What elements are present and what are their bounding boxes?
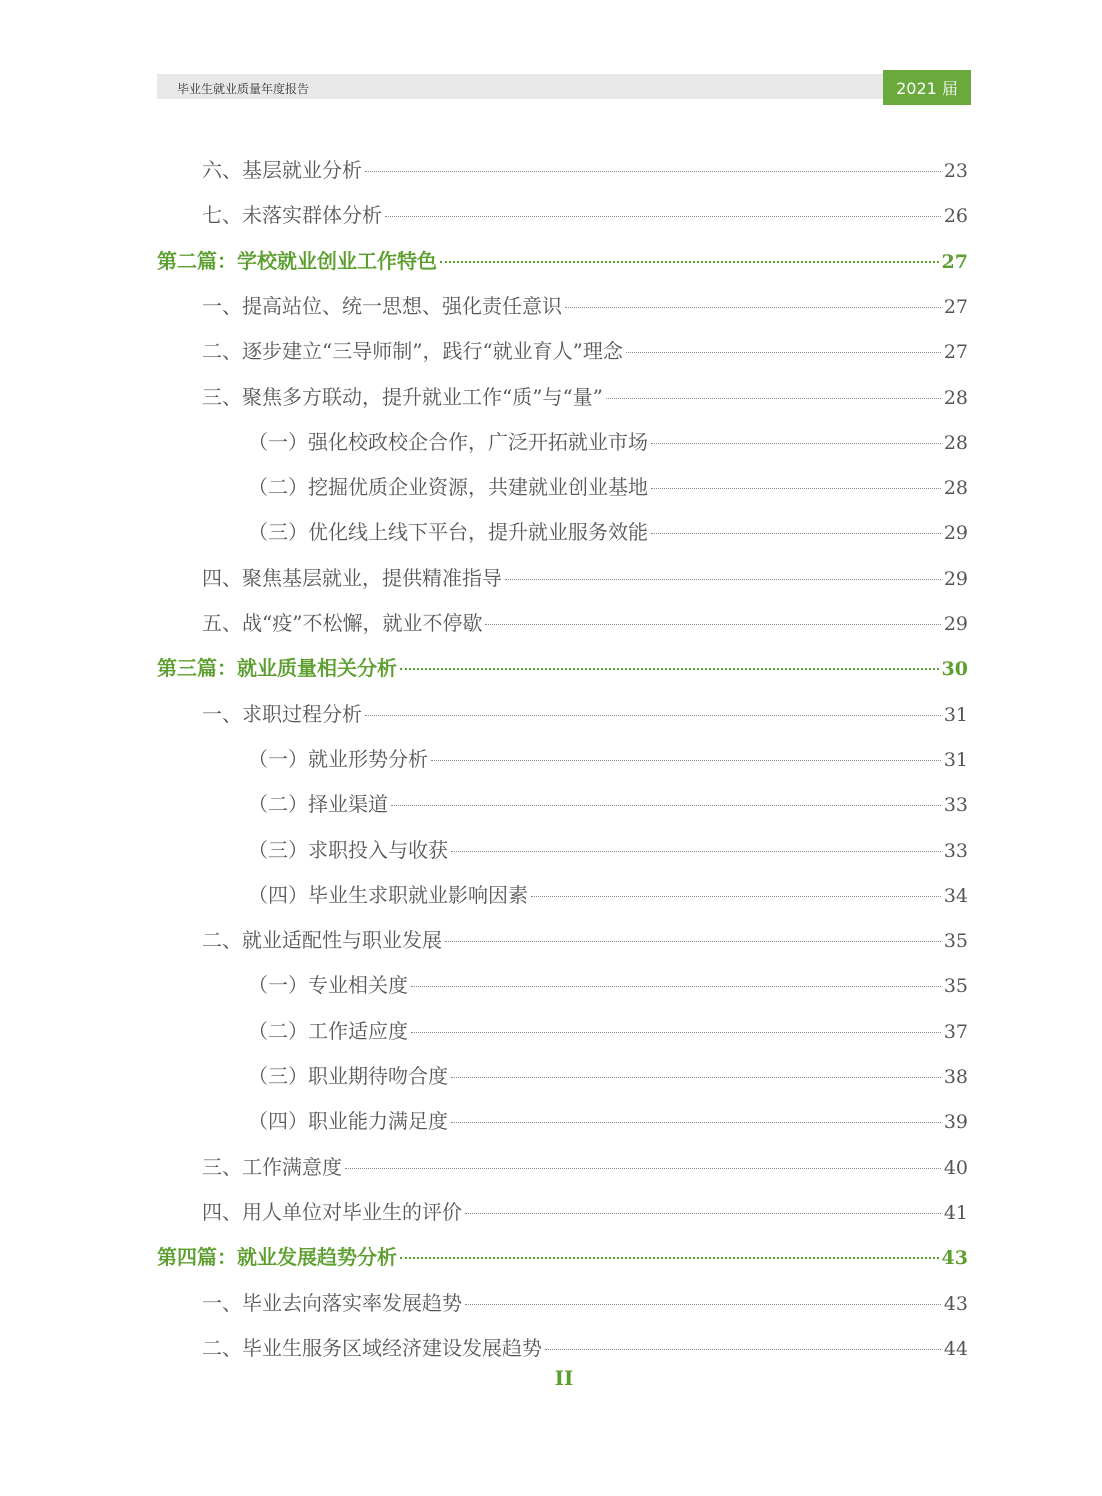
toc-dot-leader xyxy=(485,624,940,625)
toc-entry[interactable] xyxy=(248,969,968,999)
toc-entry-label: 五、战“疫”不松懈，就业不停歇 xyxy=(202,611,483,635)
toc-dot-leader xyxy=(651,488,941,489)
toc-entry-label: 二、就业适配性与职业发展 xyxy=(202,928,442,953)
toc-entry-label: （三）职业期待吻合度 xyxy=(248,1064,448,1088)
toc-dot-leader xyxy=(451,851,941,852)
toc-entry-label: 一、毕业去向落实率发展趋势 xyxy=(202,1290,462,1315)
toc-entry[interactable] xyxy=(202,562,968,592)
toc-entry[interactable] xyxy=(202,199,968,229)
toc-dot-leader xyxy=(385,216,941,217)
toc-entry-label: （三）优化线上线下平台，提升就业服务效能 xyxy=(248,520,648,545)
toc-entry-page: 31 xyxy=(943,748,968,771)
toc-entry-label: 三、聚焦多方联动，提升就业工作“质”与“量” xyxy=(202,384,603,409)
toc-entry-page: 37 xyxy=(943,1020,968,1043)
toc-entry-page: 27 xyxy=(943,295,968,318)
toc-entry-page: 38 xyxy=(943,1066,968,1088)
toc-dot-leader xyxy=(626,352,941,353)
toc-dot-leader xyxy=(431,760,941,761)
toc-entry-label: 第二篇：学校就业创业工作特色 xyxy=(157,248,437,273)
toc-entry[interactable] xyxy=(202,1196,968,1226)
toc-entry-label: 第三篇：就业质量相关分析 xyxy=(157,656,397,681)
toc-dot-leader xyxy=(465,1304,941,1305)
toc-entry-page: 26 xyxy=(943,205,968,228)
toc-entry-label: 三、工作满意度 xyxy=(202,1154,342,1179)
toc-entry-label: 二、逐步建立“三导师制”，践行“就业育人”理念 xyxy=(202,339,623,364)
toc-entry-label: 四、用人单位对毕业生的评价 xyxy=(202,1199,462,1224)
toc-dot-leader xyxy=(411,1032,941,1033)
toc-entry-label: 四、聚焦基层就业，提供精准指导 xyxy=(202,565,502,590)
toc-entry-page: 29 xyxy=(943,567,968,590)
toc-dot-leader xyxy=(451,1122,941,1123)
toc-part-heading[interactable] xyxy=(157,1241,968,1271)
toc-entry-page: 29 xyxy=(943,522,968,545)
toc-dot-leader xyxy=(400,1257,939,1259)
toc-entry[interactable] xyxy=(202,607,968,637)
page-number: II xyxy=(554,1366,574,1390)
toc-dot-leader xyxy=(365,715,941,716)
toc-entry[interactable] xyxy=(248,471,968,501)
toc-entry[interactable] xyxy=(202,1287,968,1317)
toc-entry-page: 43 xyxy=(943,1292,968,1315)
toc-entry[interactable] xyxy=(202,924,968,954)
year-badge: 2021 届 xyxy=(883,70,971,105)
toc-entry-label: （四）毕业生求职就业影响因素 xyxy=(248,882,528,907)
toc-dot-leader xyxy=(365,171,941,172)
toc-dot-leader xyxy=(400,668,939,670)
toc-dot-leader xyxy=(451,1077,941,1078)
toc-entry-page: 29 xyxy=(943,613,968,635)
toc-entry-page: 33 xyxy=(943,839,968,862)
toc-dot-leader xyxy=(651,533,941,534)
toc-entry-page: 23 xyxy=(943,160,968,182)
toc-entry[interactable] xyxy=(248,1015,968,1045)
toc-entry-page: 30 xyxy=(941,658,968,681)
toc-entry[interactable] xyxy=(202,335,968,365)
toc-entry-page: 39 xyxy=(943,1111,968,1134)
header-bar xyxy=(157,74,883,99)
toc-entry[interactable] xyxy=(248,516,968,546)
toc-part-heading[interactable] xyxy=(157,652,968,682)
toc-entry[interactable] xyxy=(248,1060,968,1090)
toc-entry-page: 40 xyxy=(943,1156,968,1179)
toc-entry-page: 28 xyxy=(943,386,968,409)
toc-entry[interactable] xyxy=(202,1151,968,1181)
toc-entry[interactable] xyxy=(202,698,968,728)
toc-entry[interactable] xyxy=(202,381,968,411)
toc-entry-page: 41 xyxy=(943,1201,968,1224)
toc-entry-page: 35 xyxy=(943,930,968,953)
toc-entry-page: 33 xyxy=(943,794,968,817)
toc-entry-page: 31 xyxy=(943,703,968,726)
toc-entry[interactable] xyxy=(248,426,968,456)
toc-entry-label: （二）工作适应度 xyxy=(248,1018,408,1043)
toc-entry[interactable] xyxy=(248,743,968,773)
toc-entry-label: （一）就业形势分析 xyxy=(248,746,428,771)
toc-entry-label: （一）专业相关度 xyxy=(248,973,408,998)
toc-entry[interactable] xyxy=(248,834,968,864)
toc-dot-leader xyxy=(531,896,941,897)
toc-part-heading[interactable] xyxy=(157,245,968,275)
toc-entry[interactable] xyxy=(248,788,968,818)
toc-dot-leader xyxy=(445,941,941,942)
toc-entry-label: 七、未落实群体分析 xyxy=(202,203,382,228)
toc-entry-page: 27 xyxy=(941,250,968,273)
toc-entry-page: 35 xyxy=(943,975,968,998)
toc-entry-label: （三）求职投入与收获 xyxy=(248,837,448,862)
toc-entry[interactable] xyxy=(248,1105,968,1135)
toc-dot-leader xyxy=(411,986,941,987)
report-title: 毕业生就业质量年度报告 xyxy=(177,82,310,96)
toc-entry-label: （二）挖掘优质企业资源，共建就业创业基地 xyxy=(248,475,648,500)
toc-entry-label: 六、基层就业分析 xyxy=(202,158,362,182)
toc-entry-label: （二）择业渠道 xyxy=(248,792,388,817)
toc-entry[interactable] xyxy=(202,290,968,320)
toc-entry-label: （四）职业能力满足度 xyxy=(248,1109,448,1134)
toc-entry[interactable] xyxy=(202,1332,968,1362)
toc-dot-leader xyxy=(440,261,939,263)
toc-dot-leader xyxy=(545,1349,941,1350)
toc-entry-page: 27 xyxy=(943,341,968,364)
toc-entry-label: 一、求职过程分析 xyxy=(202,701,362,726)
toc-dot-leader xyxy=(565,307,941,308)
toc-entry[interactable] xyxy=(202,154,968,184)
toc-entry-page: 44 xyxy=(943,1337,968,1360)
toc-entry-label: 二、毕业生服务区域经济建设发展趋势 xyxy=(202,1335,542,1360)
toc-dot-leader xyxy=(606,398,941,399)
toc-entry-page: 28 xyxy=(943,431,968,454)
toc-dot-leader xyxy=(391,805,941,806)
toc-entry-label: （一）强化校政校企合作，广泛开拓就业市场 xyxy=(248,429,648,454)
toc-entry-label: 第四篇：就业发展趋势分析 xyxy=(157,1245,397,1270)
toc-dot-leader xyxy=(465,1213,941,1214)
toc-entry[interactable] xyxy=(248,879,968,909)
toc-dot-leader xyxy=(505,579,941,580)
toc-entry-label: 一、提高站位、统一思想、强化责任意识 xyxy=(202,293,562,318)
toc-dot-leader xyxy=(651,443,941,444)
toc-dot-leader xyxy=(345,1168,941,1169)
toc-entry-page: 28 xyxy=(943,477,968,500)
toc-entry-page: 34 xyxy=(943,884,968,907)
toc-entry-page: 43 xyxy=(941,1247,968,1270)
